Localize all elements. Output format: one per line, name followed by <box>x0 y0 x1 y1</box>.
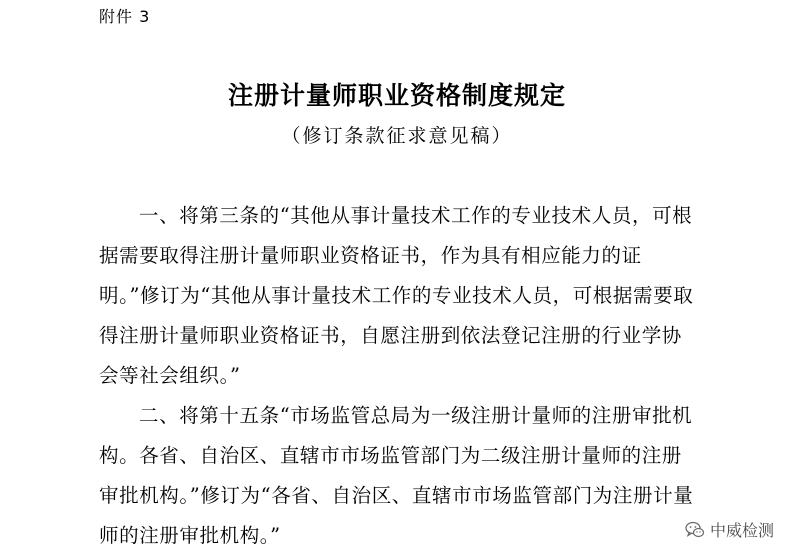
paragraph-2: 二、将第十五条“市场监管总局为一级注册计量师的注册审批机构。各省、自治区、直辖市市场监管部门为二级注册计量师的注册审批机构。”修订为“各省、自治区、直辖市市场监管部门为注册计量师的注册审批机构。” <box>99 404 694 547</box>
document-subtitle: （修订条款征求意见稿） <box>281 125 513 147</box>
watermark <box>681 516 778 543</box>
paragraph-1: 一、将第三条的“其他从事计量技术工作的专业技术人员，可根据需要取得注册计量师职业资格证书，作为具有相应能力的证明。”修订为“其他从事计量技术工作的专业技术人员，可根据需要取得注册计量师职业资格证书，自愿注册到依法登记注册的行业学协会等社会组织。” <box>99 204 694 387</box>
watermark-text: 中威检测 <box>709 521 774 540</box>
attachment-label: 附件 3 <box>99 7 151 26</box>
document-title: 注册计量师职业资格制度规定 <box>227 81 566 110</box>
wechat-icon <box>685 521 705 539</box>
